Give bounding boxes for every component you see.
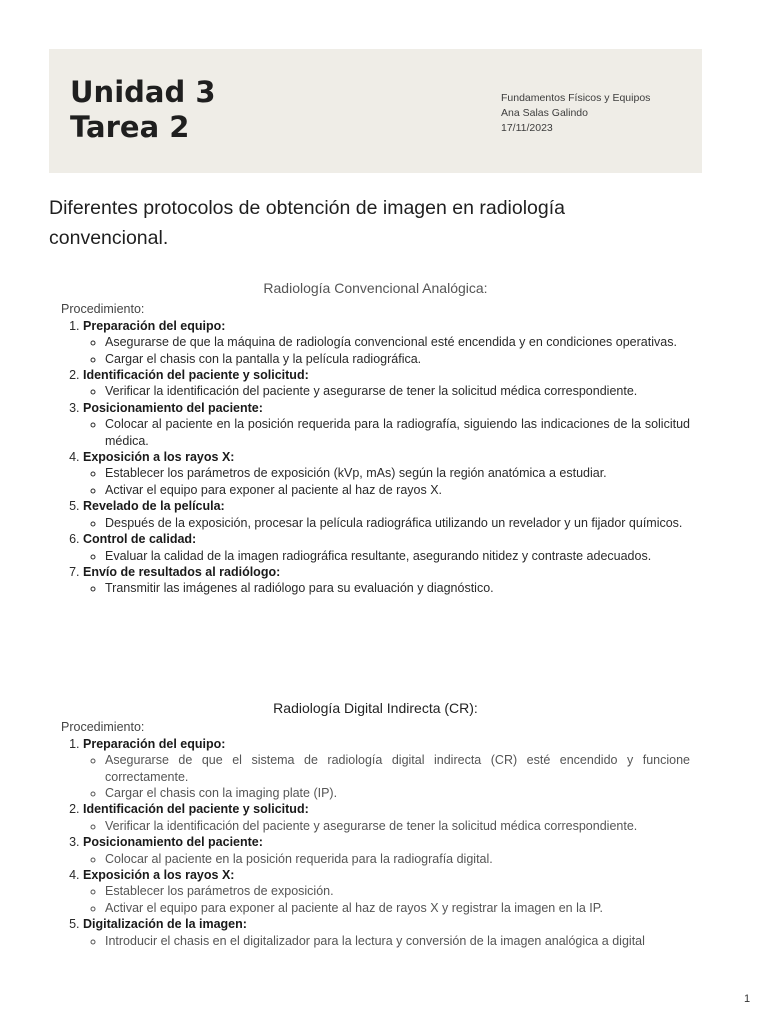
document-date: 17/11/2023 (501, 122, 553, 134)
step-title: Preparación del equipo: (83, 736, 226, 751)
sub-item: ◦ Después de la exposición, procesar la película radiográfica utilizando un revelador y un fijador químicos. (105, 515, 690, 531)
sub-item: ◦ Establecer los parámetros de exposición (kVp, mAs) según la región anatómica a estudiar. (105, 465, 690, 481)
intro-heading: Diferentes protocolos de obtención de imagen en radiología convencional. (49, 197, 566, 249)
title-task: Tarea 2 (70, 110, 190, 144)
sub-list (83, 334, 690, 367)
author-name: Ana Salas Galindo (501, 107, 588, 119)
step-title: Posicionamiento del paciente: (83, 835, 263, 850)
step-title: Control de calidad: (83, 532, 197, 547)
steps-list (61, 318, 690, 597)
step-item (83, 531, 690, 564)
document-meta (501, 91, 650, 136)
steps-list (61, 736, 690, 949)
step-item (83, 498, 690, 531)
course-name: Fundamentos Físicos y Equipos (501, 92, 651, 104)
step-item (83, 449, 690, 498)
sub-list (83, 548, 690, 564)
step-item (83, 916, 690, 949)
section-analog (61, 280, 690, 597)
sub-item: ◦ Asegurarse de que la máquina de radiología convencional esté encendida y en condiciones operativas. (105, 334, 690, 350)
step-item (83, 834, 690, 867)
sub-list (83, 752, 690, 801)
sub-item: ◦ Activar el equipo para exponer al paciente al haz de rayos X. (105, 482, 690, 498)
sub-item: ◦ Colocar al paciente en la posición requerida para la radiografía digital. (105, 851, 690, 867)
sub-item: ◦ Verificar la identificación del paciente y asegurarse de tener la solicitud médica correspondiente. (105, 818, 690, 834)
sub-item: ◦ Colocar al paciente en la posición requerida para la radiografía, siguiendo las indicaciones de la solicitud médica. (105, 416, 690, 449)
sub-list (83, 515, 690, 531)
step-title: Exposición a los rayos X: (83, 450, 235, 465)
step-item (83, 400, 690, 449)
step-item (83, 867, 690, 916)
step-title: Digitalización de la imagen: (83, 917, 247, 932)
sub-item: ◦ Cargar el chasis con la imaging plate (IP). (105, 785, 690, 801)
header-box (49, 49, 702, 173)
step-item (83, 318, 690, 367)
sub-item: ◦ Verificar la identificación del paciente y asegurarse de tener la solicitud médica correspondiente. (105, 383, 690, 399)
sub-list (83, 851, 690, 867)
sub-item: ◦ Asegurarse de que el sistema de radiología digital indirecta (CR) esté encendido y funcione correctamente. (105, 752, 690, 785)
step-item (83, 367, 690, 400)
sub-item: ◦ Activar el equipo para exponer al paciente al haz de rayos X y registrar la imagen en la IP. (105, 900, 690, 916)
sub-list (83, 465, 690, 498)
step-title: Exposición a los rayos X: (83, 868, 235, 883)
sub-item: ◦ Evaluar la calidad de la imagen radiográfica resultante, asegurando nitidez y contraste adecuados. (105, 548, 690, 564)
section-title: Radiología Convencional Analógica: (263, 280, 488, 296)
sub-item: ◦ Introducir el chasis en el digitalizador para la lectura y conversión de la imagen analógica a digital (105, 933, 690, 949)
section-title: Radiología Digital Indirecta (CR): (273, 700, 478, 716)
step-title: Revelado de la película: (83, 499, 225, 514)
procedure-label: Procedimiento: (61, 302, 145, 317)
page-number: 1 (744, 993, 751, 1005)
step-item (83, 564, 690, 597)
step-item (83, 736, 690, 802)
title-unit: Unidad 3 (70, 75, 216, 109)
sub-list (83, 818, 690, 834)
step-title: Preparación del equipo: (83, 318, 226, 333)
sub-item: ◦ Transmitir las imágenes al radiólogo para su evaluación y diagnóstico. (105, 580, 690, 596)
step-title: Envío de resultados al radiólogo: (83, 564, 281, 579)
sub-list (83, 416, 690, 449)
document-title (70, 75, 216, 145)
sub-item: ◦ Cargar el chasis con la pantalla y la película radiográfica. (105, 351, 690, 367)
step-title: Identificación del paciente y solicitud: (83, 368, 309, 383)
sub-list (83, 883, 690, 916)
step-item (83, 801, 690, 834)
sub-list (83, 383, 690, 399)
sub-item: ◦ Establecer los parámetros de exposición. (105, 883, 690, 899)
section-digital-cr (61, 700, 690, 949)
step-title: Identificación del paciente y solicitud: (83, 802, 309, 817)
sub-list (83, 580, 690, 596)
procedure-label: Procedimiento: (61, 720, 145, 735)
step-title: Posicionamiento del paciente: (83, 400, 263, 415)
sub-list (83, 933, 690, 949)
